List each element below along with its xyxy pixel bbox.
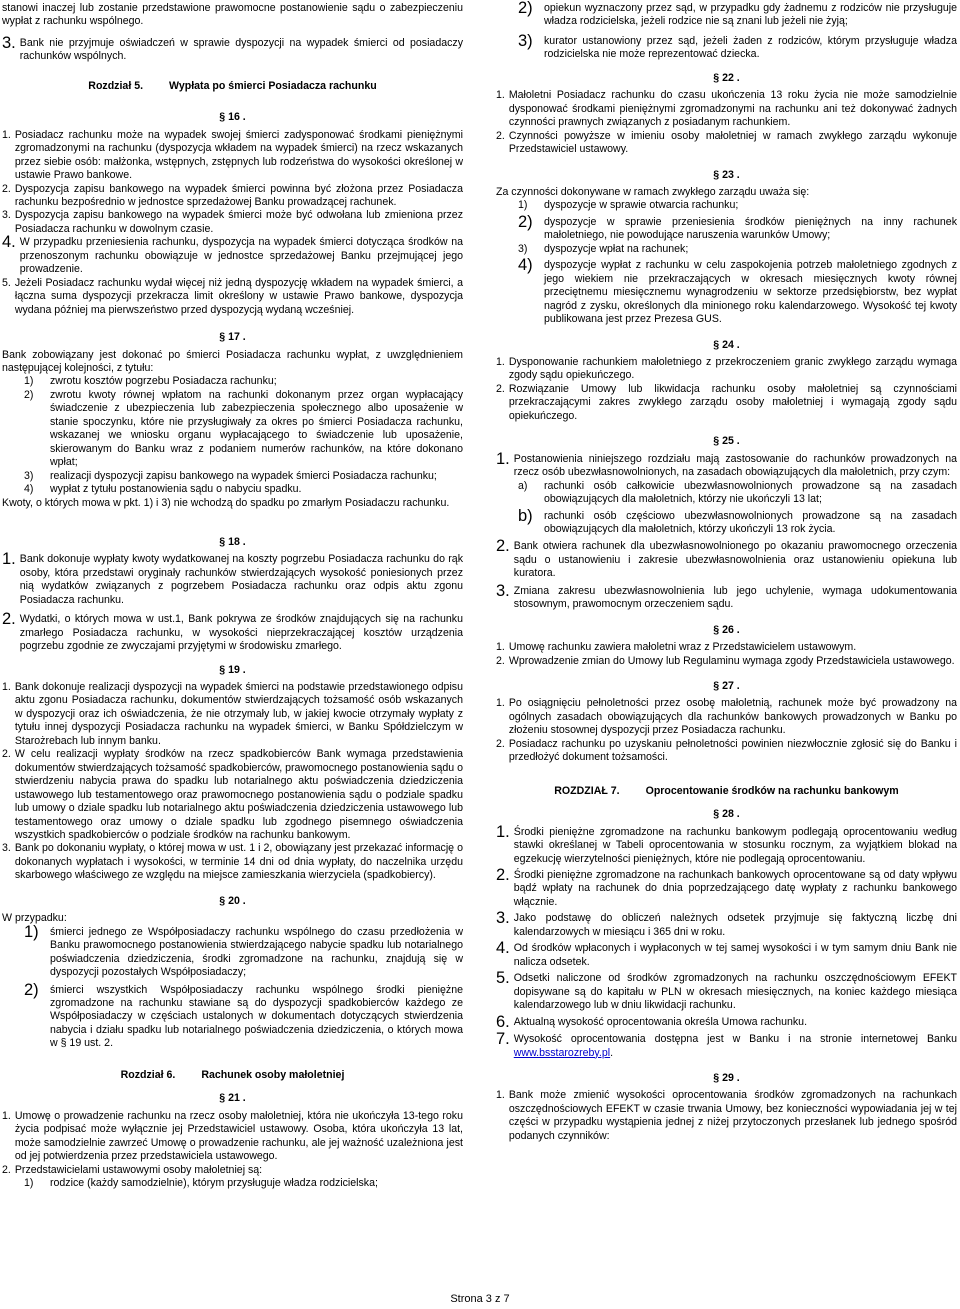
item-number: b) [518, 506, 533, 525]
list-item [496, 383, 957, 423]
item-number: 3. [496, 581, 510, 600]
item-text: Bank po dokonaniu wypłaty, o której mowa w ust. 1 i 2, obowiązany jest przekazać informację o dokonanych wypłatach i wysokości, w terminie 14 dni od dnia wypłaty, do naczelnika urzędu skarbowego właściwego ze względu na miejsce zamieszkania wierzyciela (spadkobiercy). [14, 842, 463, 882]
list-item [2, 1110, 463, 1164]
item-number: 5. [496, 969, 510, 988]
chapter-heading [496, 785, 957, 798]
section-heading: § 26 . [713, 623, 740, 636]
item-text-part: Wysokość oprocentowania dostępna jest w Banku i na stronie internetowej Banku [513, 1033, 957, 1046]
item-text: Dysponowanie rachunkiem małoletniego z przekroczeniem granic zwykłego zarządu wymaga zgody sądu opiekuńczego. [508, 355, 957, 382]
item-text: Jako podstawę do obliczeń należnych odsetek przyjmuje się faktyczną liczbę dni kalendarzowych w miesiącu i 365 dni w roku. [513, 912, 957, 938]
list-item [496, 939, 957, 969]
item-text-end: . [610, 1046, 614, 1059]
item-text: opiekun wyznaczony przez sąd, w przypadku gdy żadnemu z rodziców nie przysługuje władza rodzicielska, jeżeli rodzice nie są znani lub jeżeli nie żyją; [544, 2, 957, 28]
item-text: W przypadku przeniesienia rachunku, dyspozycja na wypadek śmierci dotycząca środków na przenoszonym rachunku obowiązuje w jednostce sprzedażowej Banku przejmującej jego prowadzenie. [19, 236, 463, 276]
item-number: 3. [496, 909, 510, 928]
paragraph: stanowi inaczej lub zostanie przedstawione prawomocne postanowienie sądu o zabezpieczeniu wypłat z rachunku wspólnego. [2, 2, 463, 28]
item-number: 1. [2, 550, 16, 569]
section-heading: § 25 . [713, 435, 740, 448]
list-item [2, 129, 463, 183]
list-item [496, 1030, 957, 1060]
paragraph: Kwoty, o których mowa w pkt. 1) i 3) nie wchodzą do spadku po zmarłym Posiadaczu rachunku. [2, 496, 450, 509]
item-number: 1. [496, 697, 505, 710]
item-number: 2. [2, 1163, 11, 1176]
list-item [2, 183, 463, 210]
item-text: Posiadacz rachunku po uzyskaniu pełnoletności powinien niezwłocznie zgłosić się do Banku i przedłożyć dokument tożsamości. [508, 737, 957, 764]
item-text: Posiadacz rachunku może na wypadek swojej śmierci zadysponować środkami pieniężnymi zgromadzonymi na rachunku (dyspozycja wkładem na wypadek śmierci) na rzecz wskazanych przez siebie osób: małżonka, wstępnych, zstępnych lub rodzeństwa do wysokości określonej w ustawie Prawo bankowe. [14, 128, 463, 182]
item-number: 1) [518, 199, 528, 212]
item-text: Wydatki, o których mowa w ust.1, Bank pokrywa ze środków znajdujących się na rachunku zmarłego Posiadacza rachunku, w wysokości nieprzekraczającej kosztów urządzenia pogrzebu zgodnie ze zwyczajami przyjętymi w środowisku zmarłego. [19, 613, 463, 653]
item-text: rachunki osób częściowo ubezwłasnowolnionych prowadzone są na zasadach obowiązujących dla małoletnich, którzy ukończyli 13 rok życia. [544, 509, 957, 535]
item-number: 2. [496, 737, 505, 750]
list-item [496, 1012, 957, 1031]
item-number: 1. [496, 822, 510, 841]
item-number: 3. [2, 842, 11, 855]
chapter-label: Rozdział 5. [88, 79, 144, 92]
chapter-heading [2, 1069, 463, 1082]
chapter-label: ROZDZIAŁ 7. [554, 784, 620, 797]
list-item [2, 922, 463, 980]
list-item [496, 537, 957, 580]
item-text: Małoletni Posiadacz rachunku do czasu ukończenia 13 roku życia nie może samodzielnie dysponować środkami pieniężnymi zgromadzonymi na rachunku ani też dokonywać żadnych czynności prawnych związanych z posiadanym rachunkiem. [508, 89, 957, 129]
item-number: 1. [2, 681, 11, 694]
section-heading: § 19 . [219, 663, 246, 676]
item-text: kurator ustanowiony przez sąd, jeżeli żaden z rodziców, którym przysługuje władza rodzicielska nie może reprezentować dziecka. [544, 34, 957, 61]
section-heading: § 24 . [713, 338, 740, 351]
section-heading: § 16 . [219, 111, 246, 124]
list-item [2, 277, 463, 317]
item-number: 1. [496, 641, 505, 654]
list-item [2, 1164, 463, 1177]
item-text: Postanowienia niniejszego rozdziału mają zastosowanie do rachunków prowadzonych na rzecz osób ubezwłasnowolnionych, na zasadach obowiązujących dla małoletnich, przy czym: [513, 452, 957, 479]
list-item [2, 209, 463, 236]
list-item [496, 256, 957, 326]
list-item [496, 909, 957, 939]
list-item [496, 356, 957, 383]
item-text: Umowę o prowadzenie rachunku na rzecz osoby małoletniej, która nie ukończyła 13-tego roku życia podpisać może wyłącznie jej Przedstawiciel ustawowy. Osoba, która ukończyła 13 lat, może samodzielnie zawrzeć Umowę o prowadzenie rachunku, ale jej ważność uzależniona jest od jej potwierdzenia przez przedstawiciela ustawowego. [14, 1109, 463, 1163]
list-item [496, 243, 957, 256]
list-item [496, 1089, 957, 1143]
paragraph: Za czynności dokonywane w ramach zwykłego zarządu uważa się: [496, 185, 810, 198]
item-text: Przedstawicielami ustawowymi osoby małoletniej są: [14, 1163, 263, 1176]
paragraph: Bank zobowiązany jest dokonać po śmierci Posiadacza rachunku wypłat, z uwzględnieniem następującej kolejności, z tytułu: [2, 348, 463, 374]
item-number: 2. [2, 610, 16, 629]
section-heading: § 18 . [219, 535, 246, 548]
item-text: Bank dokonuje realizacji dyspozycji na wypadek śmierci na podstawie przedstawionego odpisu aktu zgonu Posiadacza rachunku, dokumentów stwierdzających tożsamość osób wskazanych w dyspozycji oraz ich oświadczenia, że nie otrzymały lub, w jakiej kwocie otrzymały wypłaty z tytułu innej dyspozycji Posiadacza rachunku na wypadek śmierci, w Banku Spółdzielczym w Starożrebach lub innym banku. [14, 681, 463, 747]
item-text: zwrotu kwoty równej wpłatom na rachunki dokonanym przez organ wypłacający świadczenie z ubezpieczenia lub zabezpieczenia społecznego albo uposażenie w stanie spoczynku, które nie przysługiwały za okres po śmierci Posiadacza rachunku, wskazanej we wniosku organu wypłacającego to świadczenie lub uposażenie, skierowanym do Banku wraz z podaniem numerów rachunków, na które dokonano wpłat; [50, 388, 463, 469]
right-column [496, 2, 957, 1143]
list-item [496, 655, 957, 668]
list-item [496, 581, 957, 612]
item-number: 3. [2, 209, 11, 222]
item-number: 7. [496, 1030, 510, 1049]
item-text: zwrotu kosztów pogrzebu Posiadacza rachunku; [50, 375, 277, 388]
section-heading: § 22 . [713, 71, 740, 84]
item-number: 1. [2, 1109, 11, 1122]
chapter-heading [2, 80, 463, 93]
item-text: Bank może zmienić wysokości oprocentowania środków zgromadzonych na rachunkach oszczędnościowych EFEKT w czasie trwania Umowy, bez konieczności wypowiadania jej w tej części w przypadku wystąpienia jednej z niżej przytoczonych przesłanek lub jednego spośród podanych czynników: [508, 1089, 957, 1142]
item-number: 1. [496, 1089, 505, 1102]
section-heading: § 20 . [219, 894, 246, 907]
item-number: 2. [496, 129, 505, 142]
item-text: Bank nie przyjmuje oświadczeń w sprawie dyspozycji na wypadek śmierci od posiadaczy rachunków wspólnych. [19, 36, 463, 63]
item-text: Wprowadzenie zmian do Umowy lub Regulaminu wymaga zgody Przedstawiciela ustawowego. [508, 654, 955, 667]
item-number: 2. [496, 537, 510, 556]
list-item [2, 842, 463, 882]
chapter-title: Wypłata po śmierci Posiadacza rachunku [169, 79, 377, 92]
item-number: 3) [24, 469, 34, 482]
item-number: 1. [496, 355, 505, 368]
section-heading: § 28 . [713, 808, 740, 821]
item-text: Czynności powyższe w imieniu osoby małoletniej w ramach zwykłego zarządu wykonuje Przedstawiciel ustawowy. [508, 129, 957, 156]
page-number: Strona 3 z 7 [450, 1293, 510, 1305]
item-number: 2. [2, 748, 11, 761]
list-item [2, 550, 463, 607]
item-text: śmierci wszystkich Współposiadaczy rachunku wspólnego środki pieniężne zgromadzone na rachunku stawiane są do dyspozycji spadkobierców każdego ze Współposiadaczy w częściach ustalonych w dokumentach dotyczących stwierdzenia nabycia i działu spadku lub notarialnego poświadczenia dziedziczenia, o których mowa w § 19 ust. 2. [50, 983, 463, 1050]
item-number: 4) [24, 483, 34, 496]
list-item [496, 212, 957, 243]
list-item [2, 375, 463, 388]
list-item [496, 506, 957, 537]
section-heading: § 29 . [713, 1071, 740, 1084]
item-text: dyspozycje wpłat na rachunek; [544, 242, 689, 255]
item-text: Dyspozycja zapisu bankowego na wypadek śmierci może być odwołana lub zmieniona przez Posiadacza rachunku w dowolnym czasie. [14, 209, 463, 235]
item-text: realizacji dyspozycji zapisu bankowego na wypadek śmierci Posiadacza rachunku; [50, 469, 437, 482]
item-text: Rozwiązanie Umowy lub likwidacja rachunku osoby małoletniej są czynnościami przekraczającymi zakres zwykłego zarządu osoby małoletniej i wymagają zgody sądu opiekuńczego. [508, 382, 957, 422]
item-number: 2. [496, 654, 505, 667]
item-text: dyspozycje w sprawie otwarcia rachunku; [544, 199, 739, 212]
list-item [2, 33, 463, 64]
item-number: 3) [518, 242, 528, 255]
item-number: 4) [518, 256, 533, 275]
item-text: Odsetki naliczone od środków zgromadzonych na rachunku oszczędnościowym EFEKT dopisywane są do kapitału w PLN w okresach miesięcznych, na koniec każdego miesiąca kalendarzowego lub w dniu likwidacji rachunku. [513, 972, 957, 1012]
list-item [496, 641, 957, 654]
item-text: wypłat z tytułu postanowienia sądu o nabyciu spadku. [50, 483, 302, 496]
item-text: Jeżeli Posiadacz rachunku wydał więcej niż jedną dyspozycję wkładem na wypadek śmierci, a łączna suma dyspozycji przekracza limit określony w ustawie Prawo bankowe, dyspozycja wydana później ma pierwszeństwo przed dyspozycją wydaną wcześniej. [14, 276, 463, 316]
item-number: 4. [496, 939, 510, 958]
item-number: 2) [518, 212, 533, 231]
paragraph: W przypadku: [2, 912, 67, 925]
item-text: Od środków wpłaconych i wypłaconych w tej samej wysokości i w tym samym dniu Bank nie nalicza odsetek. [513, 942, 957, 968]
item-number: 2) [24, 980, 39, 999]
item-text: Bank dokonuje wypłaty kwoty wydatkowanej na koszty pogrzebu Posiadacza rachunku do rąk osoby, która przedstawi oryginały rachunków stwierdzających wysokość poniesionych przez nią wydatków związanych z pogrzebem Posiadacza rachunku oraz odpis aktu zgonu Posiadacza rachunku. [19, 553, 463, 606]
list-item [496, 31, 957, 62]
item-text: Aktualną wysokość oprocentowania określa Umowa rachunku. [513, 1015, 808, 1028]
item-text: Dyspozycja zapisu bankowego na wypadek śmierci powinna być złożona przez Posiadacza rachunku bezpośrednio w jednostce sprzedażowej Banku prowadzącej rachunek. [14, 182, 463, 208]
item-number: 2) [24, 388, 34, 401]
item-number: 3. [2, 33, 16, 52]
item-text: śmierci jednego ze Współposiadaczy rachunku wspólnego do czasu przedłożenia w Banku prawomocnego postanowienia stwierdzającego nabycie spadku lub notarialnego poświadczenia dziedziczenia, środki zgromadzone na rachunku, znajdują się w dyspozycji pozostałych Współposiadaczy; [50, 925, 463, 979]
item-number: 1. [496, 449, 510, 468]
item-number: 4. [2, 233, 16, 252]
item-number: 2. [496, 382, 505, 395]
list-item [2, 483, 463, 496]
list-item [2, 1177, 463, 1190]
item-text: Umowę rachunku zawiera małoletni wraz z Przedstawicielem ustawowym. [508, 641, 857, 654]
item-text: rodzice (każdy samodzielnie), którym przysługuje władza rodzicielska; [50, 1176, 378, 1189]
list-item [496, 822, 957, 866]
item-text: rachunki osób całkowicie ubezwłasnowolnionych prowadzone są na zasadach obowiązujących dla małoletnich, którzy nie ukończyli 13 lat; [544, 479, 957, 506]
list-item [496, 969, 957, 1012]
item-text: Środki pieniężne zgromadzone na rachunku bankowym podlegają oprocentowaniu według stawki określanej w Tabeli oprocentowania w stosunku rocznym, za wyjątkiem blokad na egzekucję wierzytelności pieniężnych, które nie podlegają oprocentowaniu. [513, 825, 957, 865]
list-item [496, 866, 957, 909]
list-item [496, 738, 957, 765]
item-text [514, 1033, 957, 1060]
item-text: dyspozycje wypłat z rachunku w celu zaspokojenia potrzeb małoletniego zgodnych z jego wiekiem nie przekraczających w okresach miesięcznych kwoty równej przeciętnemu miesięcznemu wynagrodzeniu w sektorze przedsiębiorstw, bez wypłat nagród z zysku, określonych dla minionego roku kalendarzowego. Wysokość tej kwoty publikowana jest przez Prezesa GUS. [544, 259, 957, 326]
list-item [496, 2, 957, 29]
item-text: Po osiągnięciu pełnoletności przez osobę małoletnią, rachunek może być prowadzony na ogólnych zasadach obowiązujących dla rachunków bankowych prowadzonych w Banku po złożeniu stosownej dyspozycji przez Posiadacza rachunku. [508, 697, 957, 737]
chapter-title: Rachunek osoby małoletniej [201, 1068, 345, 1081]
item-text: Środki pieniężne zgromadzone na rachunkach bankowych oprocentowane są od daty wpływu bądź wpłaty na rachunek do dnia poprzedzającego datę wypłaty z rachunku bankowego włącznie. [513, 869, 957, 908]
item-number: 2. [2, 182, 11, 195]
left-column [2, 2, 463, 1190]
item-number: 3) [518, 31, 533, 50]
item-number: 1) [24, 922, 39, 941]
list-item [496, 130, 957, 157]
item-text: Zmiana zakresu ubezwłasnowolnienia lub jego uchylenie, wymaga udokumentowania stosownym, prawomocnym orzeczeniem sądu. [513, 584, 957, 611]
list-item [2, 470, 463, 483]
section-heading: § 21 . [219, 1092, 246, 1105]
section-heading: § 23 . [713, 168, 740, 181]
item-text: W celu realizacji wypłaty środków na rzecz spadkobierców Bank wymaga przedstawienia dokumentów stwierdzających tożsamość spadkobierców, prawomocnego postanowienia sądu o stwierdzeniu nabycia prawa do spadku lub notarialnego aktu poświadczenia dziedziczenia ustawowego lub testamentowego oraz prawomocnego postanowienia sądu o podziale spadku lub umowy o dziale spadku lub notarialnego aktu poświadczenia dziedziczenia ustawowego lub testamentowego oraz umowy o dziale spadku lub zgodnego pisemnego oświadczenia wszystkich spadkobierców o podziale środków na rachunku bankowym. [14, 748, 463, 842]
list-item [496, 199, 957, 212]
list-item [496, 89, 957, 129]
item-number: 1. [496, 89, 505, 102]
section-heading: § 17 . [219, 331, 246, 344]
item-text: dyspozycje w sprawie przeniesienia środków pieniężnych na inny rachunek małoletniego, nie powodujące naruszenia warunków Umowy; [544, 215, 957, 242]
item-number: 1) [24, 1176, 34, 1189]
item-number: a) [518, 479, 528, 492]
bank-website-link[interactable]: www.bsstarozreby.pl [513, 1046, 611, 1059]
item-number: 6. [496, 1012, 510, 1031]
section-heading: § 27 . [713, 680, 740, 693]
list-item [2, 389, 463, 470]
item-number: 5. [2, 276, 11, 289]
chapter-label: Rozdział 6. [120, 1068, 176, 1081]
list-item [2, 748, 463, 842]
item-number: 1. [2, 128, 11, 141]
chapter-title: Oprocentowanie środków na rachunku bankowym [645, 784, 899, 797]
item-text: Bank otwiera rachunek dla ubezwłasnowolnionego po okazaniu prawomocnego orzeczenia sądu o ustanowieniu i zakresie ubezwłasnowolnienia oraz ustanowieniu opiekuna lub kuratora. [513, 540, 957, 580]
list-item [2, 610, 463, 653]
item-number: 2) [518, 0, 533, 17]
list-item [2, 681, 463, 748]
item-number: 2. [496, 866, 510, 885]
list-item [496, 449, 957, 480]
list-item [2, 980, 463, 1051]
list-item [496, 480, 957, 507]
list-item [496, 697, 957, 737]
item-number: 1) [24, 375, 34, 388]
list-item [2, 233, 463, 276]
